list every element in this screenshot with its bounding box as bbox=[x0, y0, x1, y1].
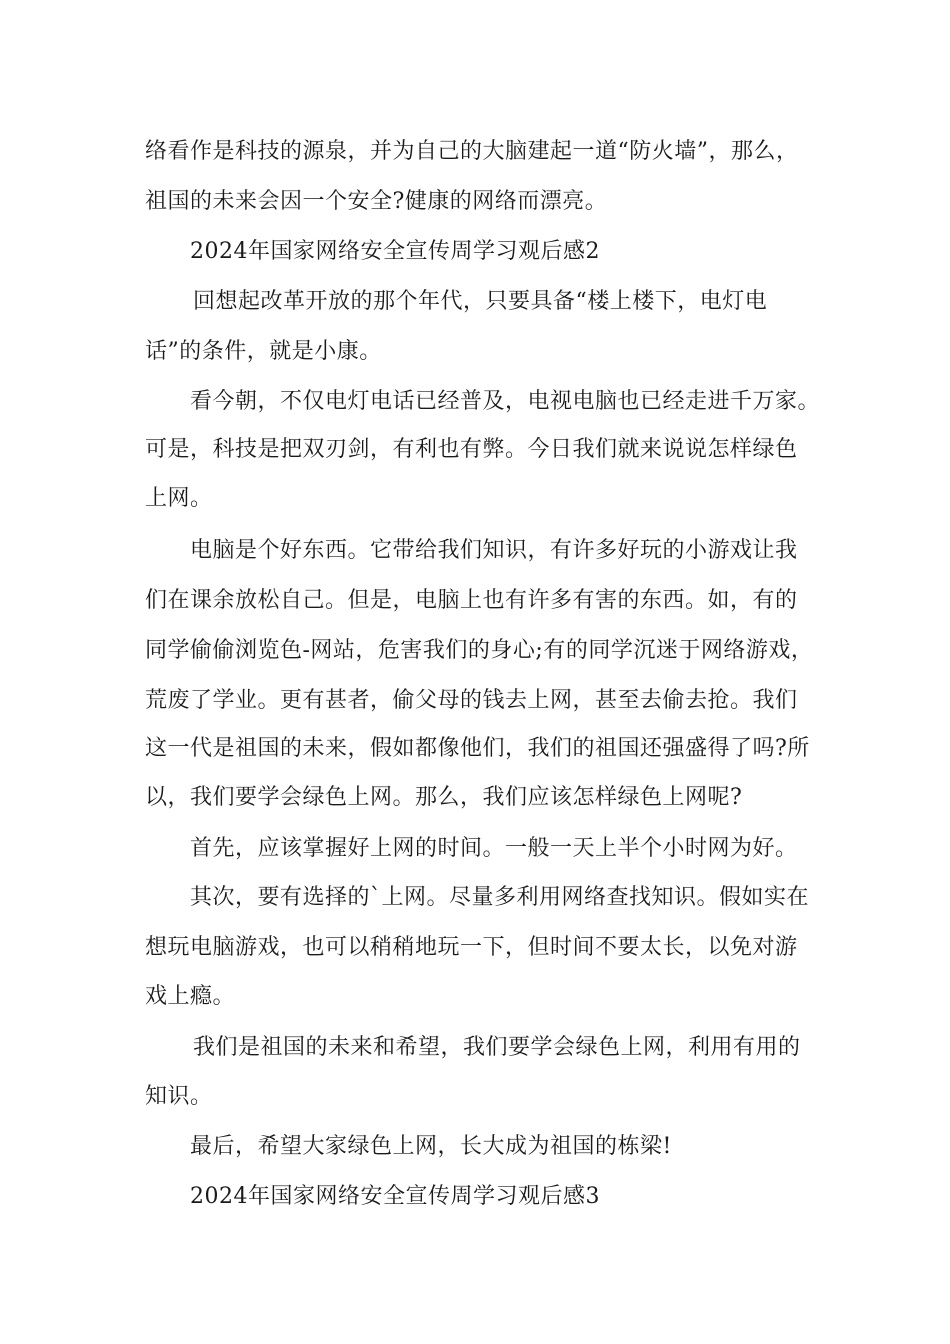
text-line: 知识。 bbox=[145, 1084, 213, 1109]
text-line: 其次，要有选择的`上网。尽量多利用网络查找知识。假如实在 bbox=[190, 885, 810, 910]
text-line: 祖国的未来会因一个安全?健康的网络而漂亮。 bbox=[145, 189, 608, 214]
text-line: 戏上瘾。 bbox=[145, 984, 236, 1009]
text-line: 这一代是祖国的未来，假如都像他们，我们的祖国还强盛得了吗?所 bbox=[145, 736, 810, 761]
section-heading: 2024年国家网络安全宣传周学习观后感2 bbox=[190, 239, 600, 264]
text-line: 首先，应该掌握好上网的时间。一般一天上半个小时网为好。 bbox=[190, 836, 798, 861]
text-line: 回想起改革开放的那个年代，只要具备“楼上楼下，电灯电 bbox=[193, 289, 768, 314]
text-line: 想玩电脑游戏，也可以稍稍地玩一下，但时间不要太长，以免对游 bbox=[145, 935, 798, 960]
text-line: 我们是祖国的未来和希望，我们要学会绿色上网，利用有用的 bbox=[193, 1035, 801, 1060]
text-line: 话”的条件，就是小康。 bbox=[145, 339, 382, 364]
text-line: 看今朝，不仅电灯电话已经普及，电视电脑也已经走进千万家。 bbox=[190, 389, 821, 414]
text-line: 上网。 bbox=[145, 486, 213, 511]
text-line: 们在课余放松自己。但是，电脑上也有许多有害的东西。如，有的 bbox=[145, 588, 798, 613]
text-line: 荒废了学业。更有甚者，偷父母的钱去上网，甚至去偷去抢。我们 bbox=[145, 688, 798, 713]
text-line: 以，我们要学会绿色上网。那么，我们应该怎样绿色上网呢? bbox=[145, 785, 743, 810]
text-line: 最后，希望大家绿色上网，长大成为祖国的栋梁! bbox=[190, 1134, 672, 1159]
text-line: 络看作是科技的源泉，并为自己的大脑建起一道“防火墙”，那么， bbox=[145, 139, 799, 164]
text-line: 电脑是个好东西。它带给我们知识，有许多好玩的小游戏让我 bbox=[190, 538, 798, 563]
text-line: 可是，科技是把双刃剑，有利也有弊。今日我们就来说说怎样绿色 bbox=[145, 437, 798, 462]
section-heading: 2024年国家网络安全宣传周学习观后感3 bbox=[190, 1184, 600, 1209]
text-line: 同学偷偷浏览色-网站，危害我们的身心;有的同学沉迷于网络游戏， bbox=[145, 638, 814, 663]
